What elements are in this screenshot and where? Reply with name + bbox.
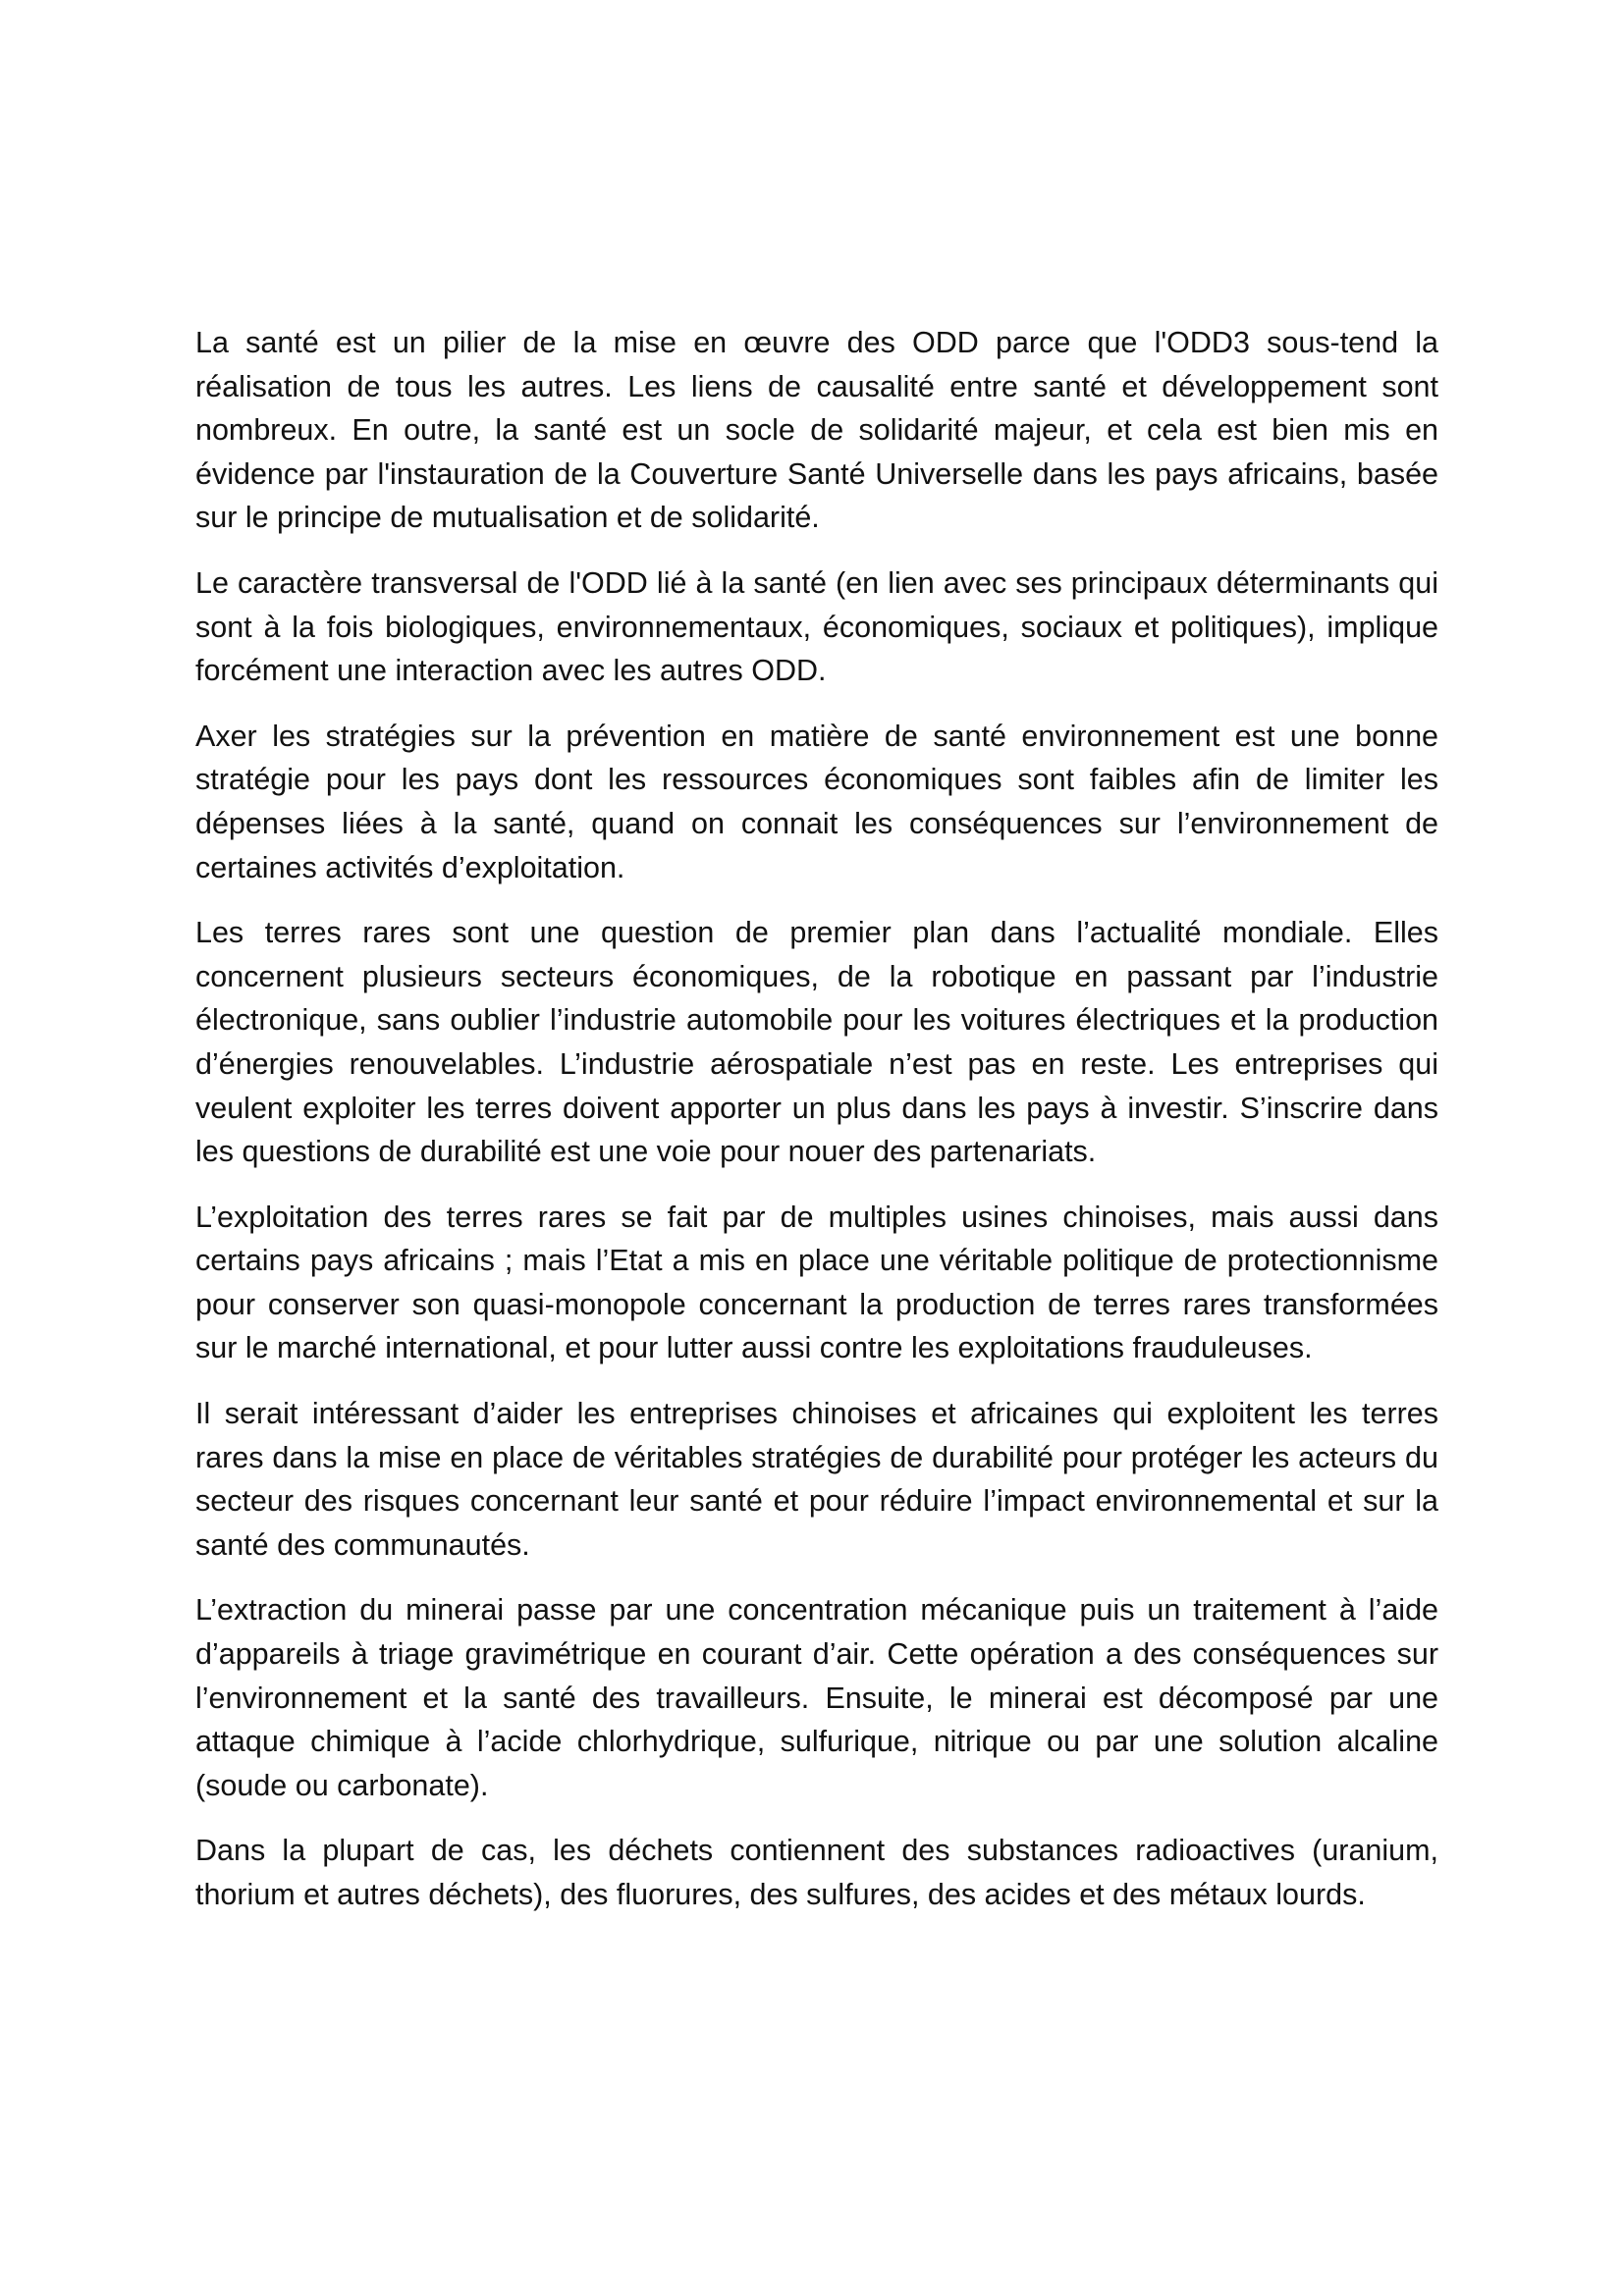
document-body [195,321,1438,1939]
paragraph-sante-pilier-odd: La santé est un pilier de la mise en œuvre des ODD parce que l'ODD3 sous-tend la réalisation de tous les autres. Les liens de causalité entre santé et développement sont nombreux. En outre, la santé est un socle de solidarité majeur, et cela est bien mis en évidence par l'instauration de la Couverture Santé Universelle dans les pays africains, basée sur le principe de mutualisation et de solidarité. [195,326,1438,535]
paragraph-strategies-durabilite: Il serait intéressant d’aider les entreprises chinoises et africaines qui exploitent les terres rares dans la mise en place de véritables stratégies de durabilité pour protéger les acteurs du secteur des risques concernant leur santé et pour réduire l’impact environnemental et sur la santé des communautés. [195,1397,1438,1562]
paragraph-terres-rares-actualite: Les terres rares sont une question de premier plan dans l’actualité mondiale. Elles concernent plusieurs secteurs économiques, de la robotique en passant par l’industrie électronique, sans oublier l’industrie automobile pour les voitures électriques et la production d’énergies renouvelables. L’industrie aérospatiale n’est pas en reste. Les entreprises qui veulent exploiter les terres doivent apporter un plus dans les pays à investir. S’inscrire dans les questions de durabilité est une voie pour nouer des partenariats. [195,916,1438,1169]
paragraph-dechets-radioactifs: Dans la plupart de cas, les déchets contiennent des substances radioactives (uranium, thorium et autres déchets), des fluorures, des sulfures, des acides et des métaux lourds. [195,1834,1438,1911]
paragraph-extraction-minerai: L’extraction du minerai passe par une concentration mécanique puis un traitement à l’aide d’appareils à triage gravimétrique en courant d’air. Cette opération a des conséquences sur l’environnement et la santé des travailleurs. Ensuite, le minerai est décomposé par une attaque chimique à l’acide chlorhydrique, sulfurique, nitrique ou par une solution alcaline (soude ou carbonate). [195,1593,1438,1802]
paragraph-exploitation-terres-rares: L’exploitation des terres rares se fait par de multiples usines chinoises, mais aussi dans certains pays africains ; mais l’Etat a mis en place une véritable politique de protectionnisme pour conserver son quasi-monopole concernant la production de terres rares transformées sur le marché international, et pour lutter aussi contre les exploitations frauduleuses. [195,1200,1438,1365]
paragraph-strategies-prevention: Axer les stratégies sur la prévention en matière de santé environnement est une bonne stratégie pour les pays dont les ressources économiques sont faibles afin de limiter les dépenses liées à la santé, quand on connait les conséquences sur l’environnement de certaines activités d’exploitation. [195,719,1438,884]
paragraph-caractere-transversal: Le caractère transversal de l'ODD lié à la santé (en lien avec ses principaux déterminants qui sont à la fois biologiques, environnementaux, économiques, sociaux et politiques), implique forcément une interaction avec les autres ODD. [195,565,1438,688]
